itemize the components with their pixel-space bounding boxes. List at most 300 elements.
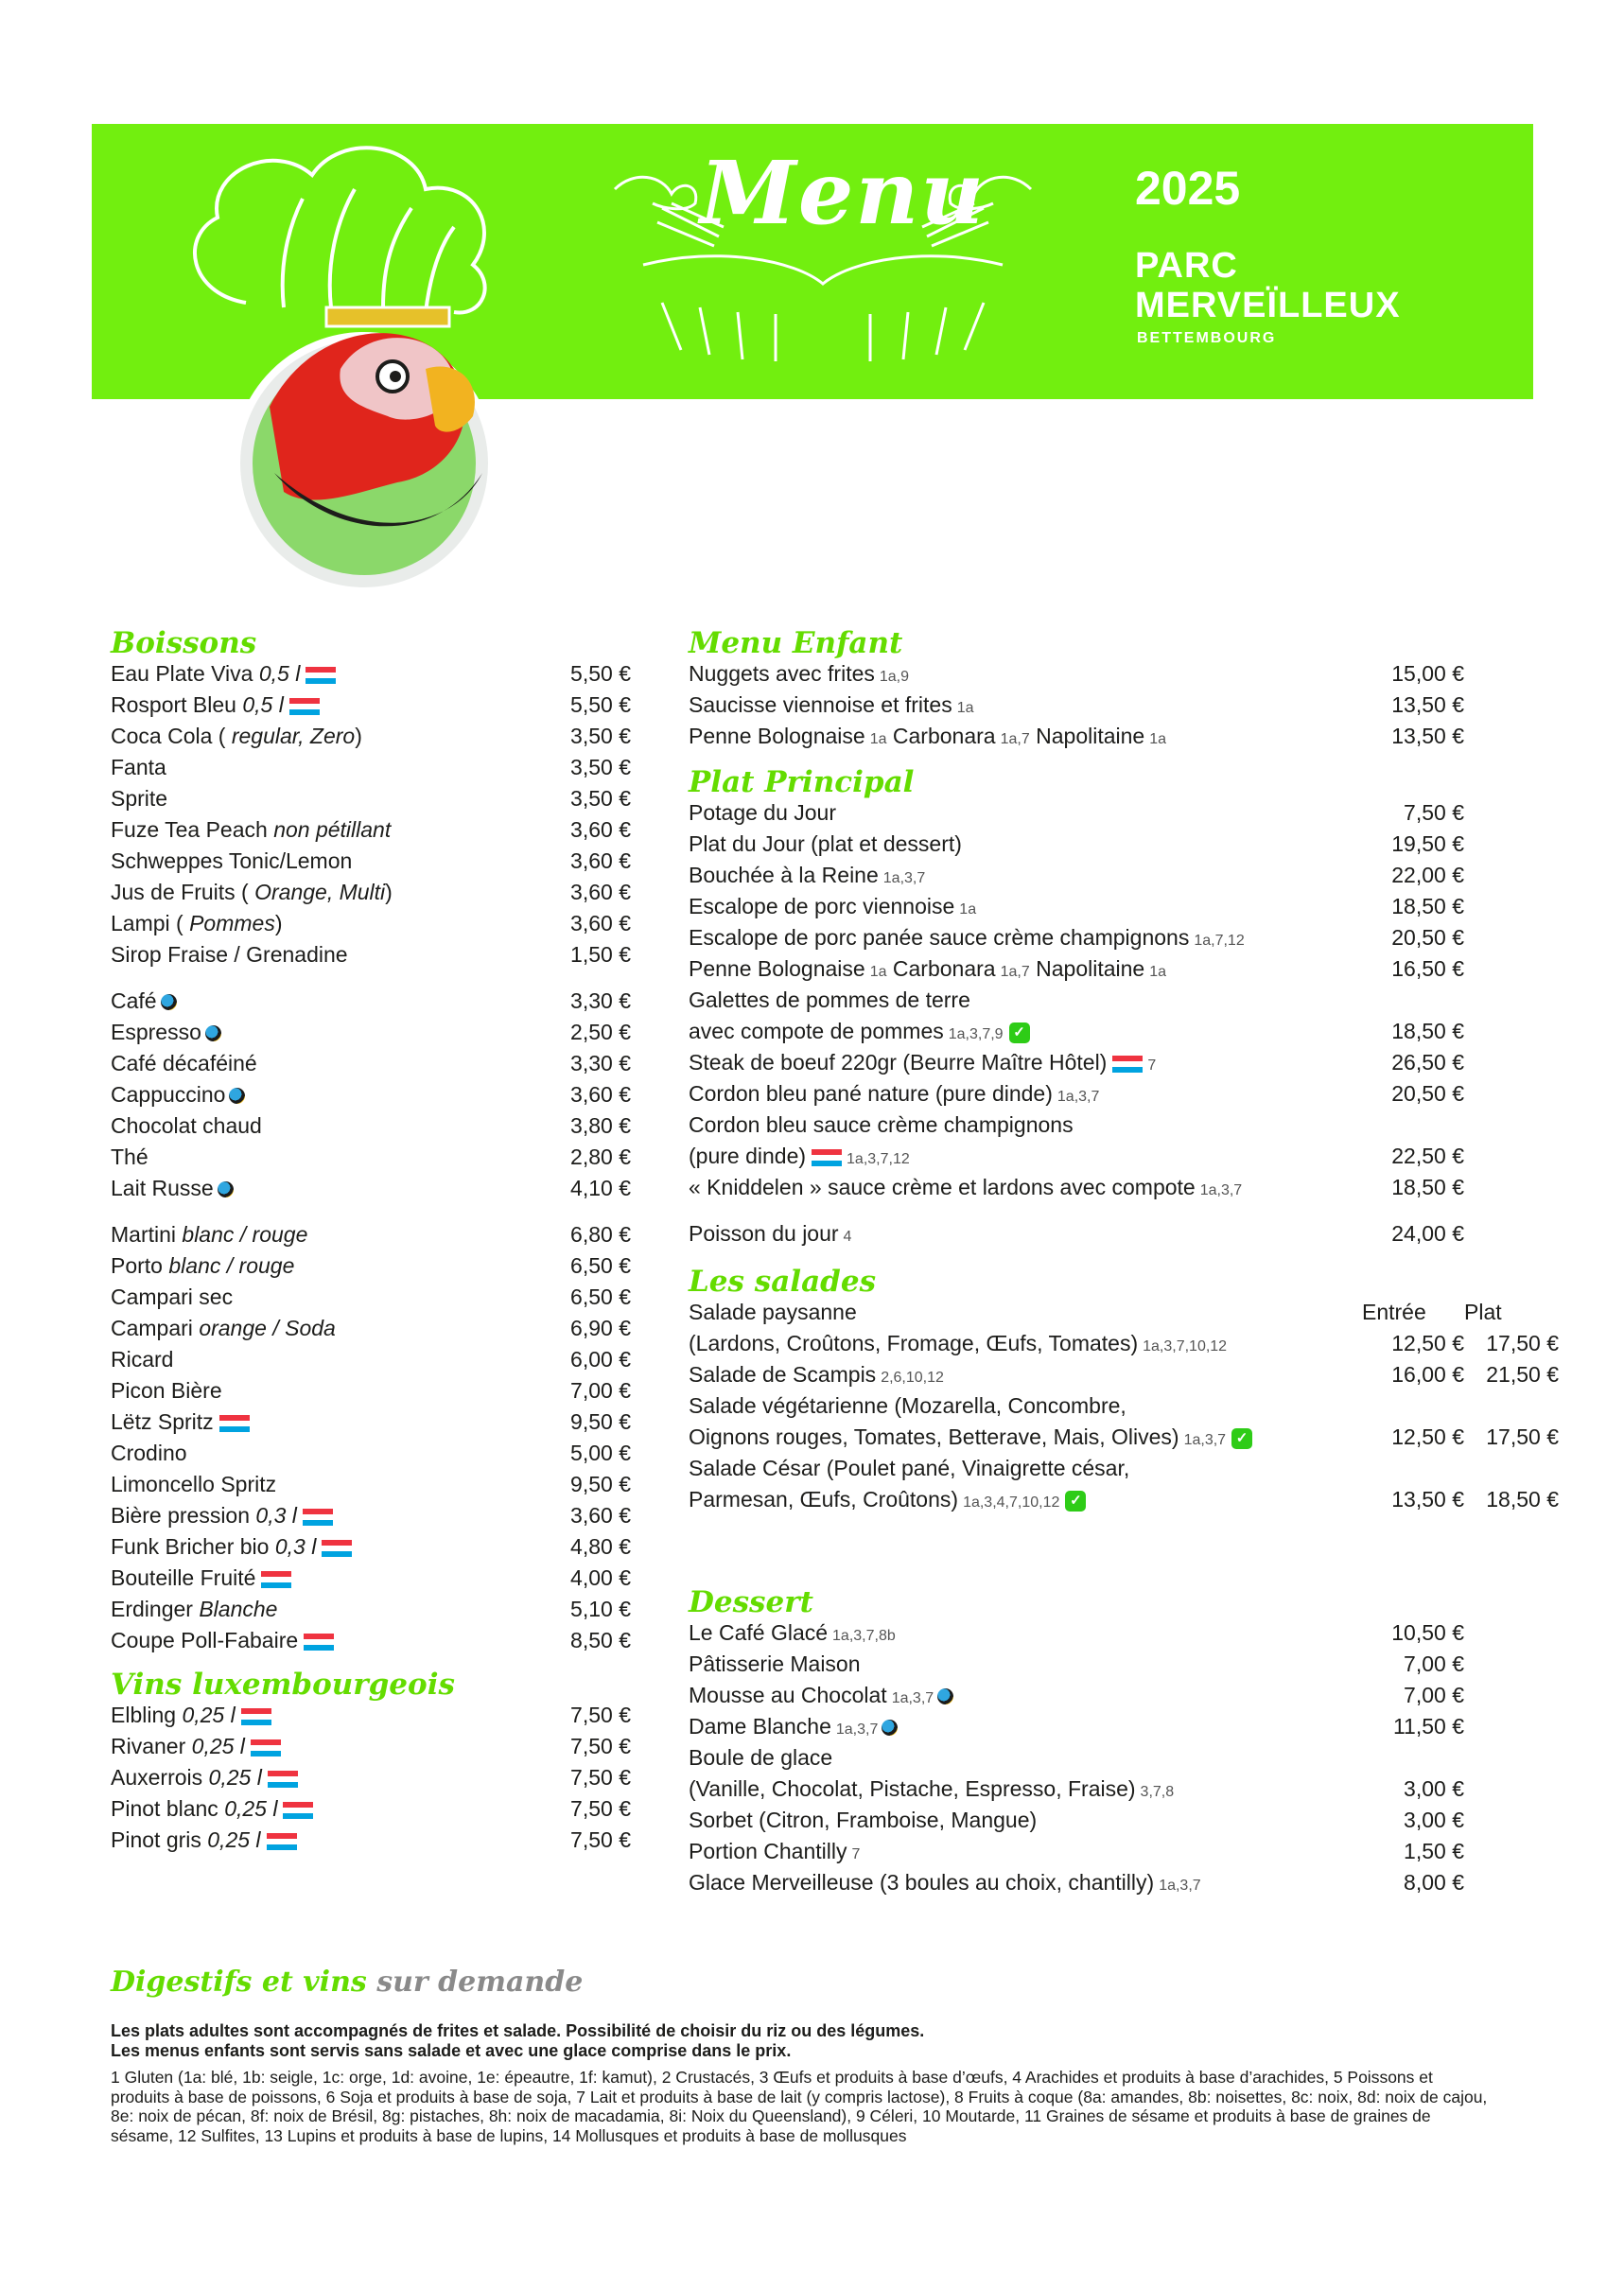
menu-item-row	[111, 783, 631, 814]
menu-item-row	[689, 1047, 1540, 1078]
item-price: 3,80 €	[570, 1113, 631, 1138]
menu-item-row	[689, 1742, 1540, 1774]
allergen-codes: 1a,3,7	[835, 1721, 879, 1738]
year-label: 2025	[1135, 162, 1241, 215]
menu-item-row	[689, 658, 1540, 690]
menu-item-row	[111, 658, 631, 690]
item-name-text: Campari	[111, 1316, 193, 1340]
item-price: 22,00 €	[1391, 863, 1464, 887]
item-price: 4,80 €	[570, 1534, 631, 1559]
menu-item-name	[111, 1375, 222, 1407]
item-price-plat: 17,50 €	[1486, 1424, 1559, 1449]
item-name-text: Glace Merveilleuse (3 boules au choix, chantilly)	[689, 1870, 1155, 1895]
item-suffix: )	[385, 880, 393, 904]
item-price: 2,80 €	[570, 1145, 631, 1169]
item-price-plat: 18,50 €	[1486, 1487, 1559, 1512]
menu-item-name	[111, 1825, 297, 1856]
menu-item-row	[111, 1594, 631, 1625]
item-detail: Blanche	[199, 1597, 278, 1621]
menu-item-row	[689, 1617, 1540, 1649]
menu-item-name	[111, 1110, 262, 1142]
item-name-text: Lait Russe	[111, 1176, 214, 1200]
item-price: 7,00 €	[570, 1378, 631, 1403]
menu-item-row	[689, 891, 1540, 922]
item-price: 3,00 €	[1404, 1776, 1464, 1801]
item-name-text: Penne Bolognaise	[689, 724, 865, 748]
menu-item-row	[111, 1531, 631, 1563]
item-name-text: Galettes de pommes de terre	[689, 987, 970, 1012]
menu-item-row	[689, 797, 1540, 829]
item-name-text: Le Café Glacé	[689, 1620, 829, 1645]
item-price: 3,60 €	[570, 1082, 631, 1107]
item-name-text: Portion Chantilly	[689, 1839, 847, 1863]
section-title-salades: Les salades	[689, 1265, 877, 1299]
item-name-text: Carbonara	[892, 956, 996, 981]
menu-item-name	[689, 1359, 944, 1393]
vegetarian-icon: ✓	[1009, 1022, 1030, 1043]
menu-item-row	[689, 1328, 1559, 1359]
allergen-codes: 1a	[959, 901, 977, 918]
menu-item-name	[689, 891, 976, 925]
item-price: 8,00 €	[1404, 1870, 1464, 1895]
lux-flag-icon	[812, 1149, 842, 1166]
section-title-enfant: Menu Enfant	[689, 626, 903, 660]
section-title-boissons: Boissons	[111, 626, 257, 660]
item-price: 7,00 €	[1404, 1683, 1464, 1707]
lux-flag-icon	[306, 667, 336, 684]
item-price: 7,50 €	[570, 1703, 631, 1727]
note-children: Les menus enfants sont servis sans salade et avec une glace comprise dans le prix.	[111, 2041, 792, 2060]
menu-item-row	[111, 939, 631, 970]
item-name-text: Campari sec	[111, 1285, 234, 1309]
side-dish-note	[111, 2021, 1492, 2061]
menu-item-row	[111, 1375, 631, 1407]
menu-item-row	[689, 1078, 1540, 1110]
left-column	[111, 624, 631, 1856]
item-name-text: Salade paysanne	[689, 1300, 857, 1324]
menu-item-name	[689, 1617, 896, 1652]
column-header-plat: Plat	[1464, 1300, 1502, 1324]
item-name-text: Potage du Jour	[689, 800, 837, 825]
item-name-text: Carbonara	[892, 724, 996, 748]
menu-item-name	[111, 877, 393, 908]
lux-flag-icon	[261, 1571, 291, 1588]
menu-item-row	[111, 1173, 631, 1204]
menu-item-row	[111, 752, 631, 783]
menu-item-name	[111, 1344, 173, 1375]
item-name-text: Elbling	[111, 1703, 177, 1727]
item-price: 3,60 €	[570, 1503, 631, 1528]
item-price: 6,50 €	[570, 1285, 631, 1309]
item-name-text: Pinot blanc	[111, 1796, 218, 1821]
item-name-text: Escalope de porc panée sauce crème champignons	[689, 925, 1190, 950]
menu-item-name	[689, 1172, 1242, 1206]
menu-item-row	[689, 1836, 1540, 1867]
vins-list	[111, 1700, 631, 1856]
menu-item-name	[111, 1282, 233, 1313]
item-price: 3,30 €	[570, 1051, 631, 1075]
item-price: 5,00 €	[570, 1441, 631, 1465]
lux-flag-icon	[322, 1540, 352, 1557]
item-name-text: Café décaféiné	[111, 1051, 257, 1075]
enfant-list	[689, 658, 1540, 752]
brand-line-1: PARC	[1135, 246, 1238, 286]
item-name-text: Mousse au Chocolat	[689, 1683, 887, 1707]
item-name-text: (pure dinde)	[689, 1144, 807, 1168]
allergen-codes: 1a,9	[879, 669, 910, 685]
item-detail: blanc / rouge	[168, 1253, 295, 1278]
item-price: 4,10 €	[570, 1176, 631, 1200]
chef-parrot-logo	[170, 132, 539, 596]
item-price: 5,50 €	[570, 661, 631, 686]
note-adults: Les plats adultes sont accompagnés de frites et salade. Possibilité de choisir du riz ou des légumes.	[111, 2021, 925, 2040]
menu-item-name	[111, 1079, 245, 1110]
allergen-codes: 1a,3,7	[1056, 1089, 1100, 1105]
item-name-text: Rivaner	[111, 1734, 186, 1758]
item-name-text: Rosport Bleu	[111, 692, 236, 717]
allergen-codes: 4	[843, 1229, 852, 1245]
menu-item-row	[689, 1805, 1540, 1836]
item-name-text: Schweppes Tonic/Lemon	[111, 848, 353, 873]
item-price: 6,80 €	[570, 1222, 631, 1247]
menu-item-name	[689, 1867, 1201, 1901]
menu-item-name	[111, 1142, 148, 1173]
item-name-text: Limoncello Spritz	[111, 1472, 277, 1496]
item-price: 9,50 €	[570, 1409, 631, 1434]
menu-item-name	[689, 1711, 898, 1745]
item-name-text: Napolitaine	[1036, 724, 1145, 748]
item-price: 3,60 €	[570, 848, 631, 873]
item-name-text: Poisson du jour	[689, 1221, 839, 1246]
vegetarian-icon: ✓	[1065, 1491, 1086, 1512]
menu-item-row	[689, 1390, 1540, 1422]
lux-flag-icon	[219, 1415, 250, 1432]
menu-item-row	[689, 1297, 1540, 1328]
menu-item-name	[689, 1328, 1227, 1362]
brand-subtitle: BETTEMBOURG	[1137, 330, 1277, 346]
allergen-codes: 1a,3,7,9	[948, 1026, 1004, 1042]
menu-item-name	[111, 783, 167, 814]
allergen-codes: 1a,3,7,8b	[832, 1628, 896, 1644]
allergen-codes: 1a	[956, 700, 974, 716]
item-name-text: Nuggets avec frites	[689, 661, 875, 686]
menu-item-name	[111, 1017, 221, 1048]
menu-item-row	[689, 860, 1540, 891]
menu-item-name	[689, 1836, 860, 1870]
item-price: 22,50 €	[1391, 1144, 1464, 1168]
allergen-codes: 1a	[1149, 731, 1167, 747]
menu-item-name	[111, 908, 283, 939]
menu-item-name	[111, 1173, 234, 1204]
menu-item-name	[689, 1774, 1174, 1808]
menu-item-name	[111, 1793, 313, 1825]
menu-item-name	[111, 814, 391, 846]
menu-item-row	[111, 1079, 631, 1110]
menu-item-row	[111, 1344, 631, 1375]
brand-line-2: MERVEÏLLEUX	[1135, 286, 1401, 325]
plat-list	[689, 797, 1540, 1250]
item-name-text: Fanta	[111, 755, 166, 779]
item-name-text: avec compote de pommes	[689, 1019, 944, 1043]
item-name-text: Ricard	[111, 1347, 174, 1372]
item-price: 3,60 €	[570, 911, 631, 935]
item-price: 2,50 €	[570, 1020, 631, 1044]
item-name-text: Cordon bleu pané nature (pure dinde)	[689, 1081, 1053, 1106]
item-name-text: Lëtz Spritz	[111, 1409, 214, 1434]
menu-item-row	[111, 1048, 631, 1079]
item-price: 3,50 €	[570, 786, 631, 811]
item-price: 8,50 €	[570, 1628, 631, 1652]
menu-item-name	[111, 1048, 257, 1079]
menu-item-row	[689, 1649, 1540, 1680]
item-name-text: Café	[111, 988, 157, 1013]
menu-item-name	[689, 1016, 1030, 1050]
menu-item-row	[111, 1563, 631, 1594]
fairtrade-icon	[882, 1720, 898, 1736]
item-name-text: Picon Bière	[111, 1378, 222, 1403]
item-price: 3,00 €	[1404, 1808, 1464, 1832]
menu-item-row	[111, 1762, 631, 1793]
menu-item-row	[689, 1110, 1540, 1141]
lux-flag-icon	[251, 1739, 281, 1756]
lux-flag-icon	[267, 1833, 297, 1850]
allergen-codes: 1a	[869, 964, 887, 980]
fairtrade-icon	[229, 1088, 245, 1104]
item-detail: 0,25 l	[191, 1734, 245, 1758]
item-detail: blanc / rouge	[182, 1222, 308, 1247]
menu-item-row	[689, 829, 1540, 860]
item-detail: Pommes	[189, 911, 275, 935]
item-name-text: (Vanille, Chocolat, Pistache, Espresso, Fraise)	[689, 1776, 1136, 1801]
item-name-text: Pinot gris	[111, 1827, 201, 1852]
item-price: 7,50 €	[1404, 800, 1464, 825]
menu-item-row	[111, 986, 631, 1017]
allergen-codes: 1a,7	[1000, 731, 1030, 747]
item-price: 4,00 €	[570, 1565, 631, 1590]
item-price: 13,50 €	[1391, 692, 1464, 717]
item-price: 3,60 €	[570, 880, 631, 904]
boissons-hot-list	[111, 986, 631, 1204]
digestifs-label: Digestifs et vins	[111, 1966, 367, 1999]
menu-item-row	[111, 1793, 631, 1825]
item-name-text: Lampi (	[111, 911, 183, 935]
item-price: 18,50 €	[1391, 1175, 1464, 1199]
item-price: 9,50 €	[570, 1472, 631, 1496]
menu-item-name	[689, 829, 962, 860]
lux-flag-icon	[283, 1802, 313, 1819]
menu-item-name	[689, 658, 909, 692]
menu-item-name	[689, 1484, 1086, 1518]
allergen-codes: 1a	[1149, 964, 1167, 980]
item-name-text: Penne Bolognaise	[689, 956, 865, 981]
menu-item-row	[111, 1110, 631, 1142]
fairtrade-icon	[218, 1181, 234, 1197]
menu-item-name	[111, 1469, 276, 1500]
menu-item-name	[689, 1390, 1126, 1422]
item-price: 19,50 €	[1391, 831, 1464, 856]
item-name-text: Auxerrois	[111, 1765, 203, 1790]
item-price: 7,50 €	[570, 1827, 631, 1852]
section-title-plat: Plat Principal	[689, 765, 915, 799]
menu-item-name	[111, 752, 166, 783]
allergen-codes: 1a,3,7	[1159, 1878, 1201, 1894]
menu-item-row	[689, 1172, 1540, 1203]
item-name-text: Sorbet (Citron, Framboise, Mangue)	[689, 1808, 1038, 1832]
menu-item-row	[111, 877, 631, 908]
lux-flag-icon	[1112, 1056, 1143, 1073]
item-detail: regular, Zero	[231, 724, 356, 748]
menu-item-row	[689, 1359, 1559, 1390]
item-name-text: Boule de glace	[689, 1745, 833, 1770]
fairtrade-icon	[161, 994, 177, 1010]
menu-item-row	[111, 1017, 631, 1048]
item-name-text: Espresso	[111, 1020, 201, 1044]
menu-item-row	[689, 1422, 1559, 1453]
allergen-codes: 1a,3,4,7,10,12	[963, 1494, 1060, 1511]
menu-item-row	[111, 1438, 631, 1469]
menu-item-row	[111, 690, 631, 721]
allergen-codes: 1a	[869, 731, 887, 747]
menu-item-name	[689, 1047, 1156, 1081]
item-price: 7,50 €	[570, 1765, 631, 1790]
item-price: 16,00 €	[1391, 1362, 1464, 1387]
item-price: 1,50 €	[1404, 1839, 1464, 1863]
menu-item-name	[689, 953, 1166, 987]
item-price: 10,50 €	[1391, 1620, 1464, 1645]
item-suffix: )	[274, 911, 283, 935]
item-price: 3,30 €	[570, 988, 631, 1013]
menu-item-name	[111, 1700, 271, 1731]
menu-item-name	[111, 1594, 277, 1625]
item-name-text: Bouteille Fruité	[111, 1565, 256, 1590]
item-price: 7,50 €	[570, 1796, 631, 1821]
item-price: 16,50 €	[1391, 956, 1464, 981]
menu-item-name	[111, 1731, 281, 1762]
boissons-soft-list	[111, 658, 631, 970]
menu-item-name	[111, 721, 362, 752]
menu-item-name	[111, 1407, 250, 1438]
menu-item-name	[689, 1078, 1099, 1112]
vegetarian-icon: ✓	[1231, 1428, 1252, 1449]
item-name-text: Cordon bleu sauce crème champignons	[689, 1112, 1074, 1137]
item-name-text: Steak de boeuf 220gr (Beurre Maître Hôtel)	[689, 1050, 1108, 1075]
lux-flag-icon	[303, 1509, 333, 1526]
allergen-codes: 2,6,10,12	[881, 1370, 944, 1386]
item-name-text: Plat du Jour (plat et dessert)	[689, 831, 962, 856]
item-name-text: Bouchée à la Reine	[689, 863, 879, 887]
menu-item-row	[111, 1407, 631, 1438]
item-price: 3,60 €	[570, 817, 631, 842]
item-detail: orange / Soda	[199, 1316, 336, 1340]
menu-item-name	[689, 860, 925, 894]
item-price: 13,50 €	[1391, 1487, 1464, 1512]
allergen-codes: 1a,3,7	[891, 1690, 934, 1706]
menu-item-name	[111, 846, 352, 877]
menu-item-name	[111, 1500, 333, 1531]
digestifs-line	[111, 1966, 583, 1999]
item-name-text: Cappuccino	[111, 1082, 226, 1107]
item-price: 12,50 €	[1391, 1331, 1464, 1355]
item-price: 5,50 €	[570, 692, 631, 717]
menu-item-row	[111, 1500, 631, 1531]
right-column	[689, 624, 1559, 1898]
allergen-codes: 3,7,8	[1140, 1784, 1175, 1800]
item-name-text: Oignons rouges, Tomates, Betterave, Mais, Olives)	[689, 1424, 1179, 1449]
item-name-text: Parmesan, Œufs, Croûtons)	[689, 1487, 959, 1512]
menu-item-name	[689, 1141, 910, 1175]
item-price-plat: 17,50 €	[1486, 1331, 1559, 1355]
menu-item-row	[111, 846, 631, 877]
item-price: 26,50 €	[1391, 1050, 1464, 1075]
item-detail: 0,25 l	[182, 1703, 236, 1727]
menu-item-name	[689, 1110, 1074, 1141]
lux-flag-icon	[304, 1634, 334, 1651]
item-name-text: Sirop Fraise / Grenadine	[111, 942, 348, 967]
allergen-legend: 1 Gluten (1a: blé, 1b: seigle, 1c: orge, 1d: avoine, 1e: épeautre, 1f: kamut), 2 Crustacés, 3 Œufs et produits à base d’œufs, 4 Arachides et produits à base d’arachides, 5 Poissons et produits à base de poissons, 6 Soja et produits à base de soja, 7 Lait et produits à base de lait (y compris lactose), 8 Fruits à coque (8a: amandes, 8b: noisettes, 8c: noix, 8d: noix de cajou, 8e: noix de pécan, 8f: noix de Brésil, 8g: pistaches, 8h: noix de macadamia, 8i: Noix du Queensland), 9 Céleri, 10 Moutarde, 11 Graines de sésame et produits à base de graines de sésame, 12 Sulfites, 13 Lupins et produits à base de lupins, 14 Mollusques et produits à base de mollusques	[111, 2068, 1488, 2145]
item-name-text: Eau Plate Viva	[111, 661, 253, 686]
menu-item-row	[111, 814, 631, 846]
item-price: 20,50 €	[1391, 925, 1464, 950]
item-name-text: Chocolat chaud	[111, 1113, 262, 1138]
item-name-text: Napolitaine	[1036, 956, 1145, 981]
menu-item-name	[689, 1680, 953, 1714]
menu-item-row	[111, 1219, 631, 1250]
item-price: 3,50 €	[570, 724, 631, 748]
item-detail: 0,5 l	[242, 692, 284, 717]
item-price: 13,50 €	[1391, 724, 1464, 748]
menu-item-name	[689, 1805, 1037, 1836]
menu-item-row	[111, 908, 631, 939]
menu-item-row	[689, 1774, 1540, 1805]
allergen-codes: 7	[851, 1846, 861, 1862]
menu-item-row	[689, 1218, 1540, 1250]
item-name-text: Fuze Tea Peach	[111, 817, 268, 842]
item-price: 7,00 €	[1404, 1652, 1464, 1676]
lux-flag-icon	[241, 1708, 271, 1725]
item-name-text: Funk Bricher bio	[111, 1534, 270, 1559]
menu-item-row	[111, 1625, 631, 1656]
item-name-text: « Kniddelen » sauce crème et lardons avec compote	[689, 1175, 1196, 1199]
menu-item-name	[111, 939, 348, 970]
item-price: 20,50 €	[1391, 1081, 1464, 1106]
menu-item-row	[689, 1484, 1559, 1515]
allergen-codes: 1a,7,12	[1194, 933, 1245, 949]
allergen-codes: 7	[1147, 1057, 1157, 1074]
item-name-text: Porto	[111, 1253, 163, 1278]
item-name-text: Saucisse viennoise et frites	[689, 692, 952, 717]
fairtrade-icon	[205, 1025, 221, 1041]
item-name-text: Jus de Fruits (	[111, 880, 249, 904]
item-name-text: Escalope de porc viennoise	[689, 894, 955, 918]
menu-item-row	[689, 953, 1540, 985]
item-price: 11,50 €	[1392, 1714, 1464, 1739]
lux-flag-icon	[268, 1771, 298, 1788]
menu-item-name	[689, 1297, 857, 1328]
item-name-text: Dame Blanche	[689, 1714, 831, 1739]
item-detail: 0,3 l	[274, 1534, 317, 1559]
item-detail: 0,5 l	[258, 661, 301, 686]
menu-item-name	[111, 1563, 291, 1594]
menu-item-row	[689, 985, 1540, 1016]
menu-item-row	[111, 1700, 631, 1731]
item-name-text: (Lardons, Croûtons, Fromage, Œufs, Tomates)	[689, 1331, 1139, 1355]
menu-item-row	[111, 1825, 631, 1856]
menu-item-row	[111, 1469, 631, 1500]
item-name-text: Salade César (Poulet pané, Vinaigrette césar,	[689, 1456, 1130, 1480]
menu-item-name	[689, 922, 1245, 956]
item-name-text: Pâtisserie Maison	[689, 1652, 861, 1676]
menu-item-row	[111, 1731, 631, 1762]
